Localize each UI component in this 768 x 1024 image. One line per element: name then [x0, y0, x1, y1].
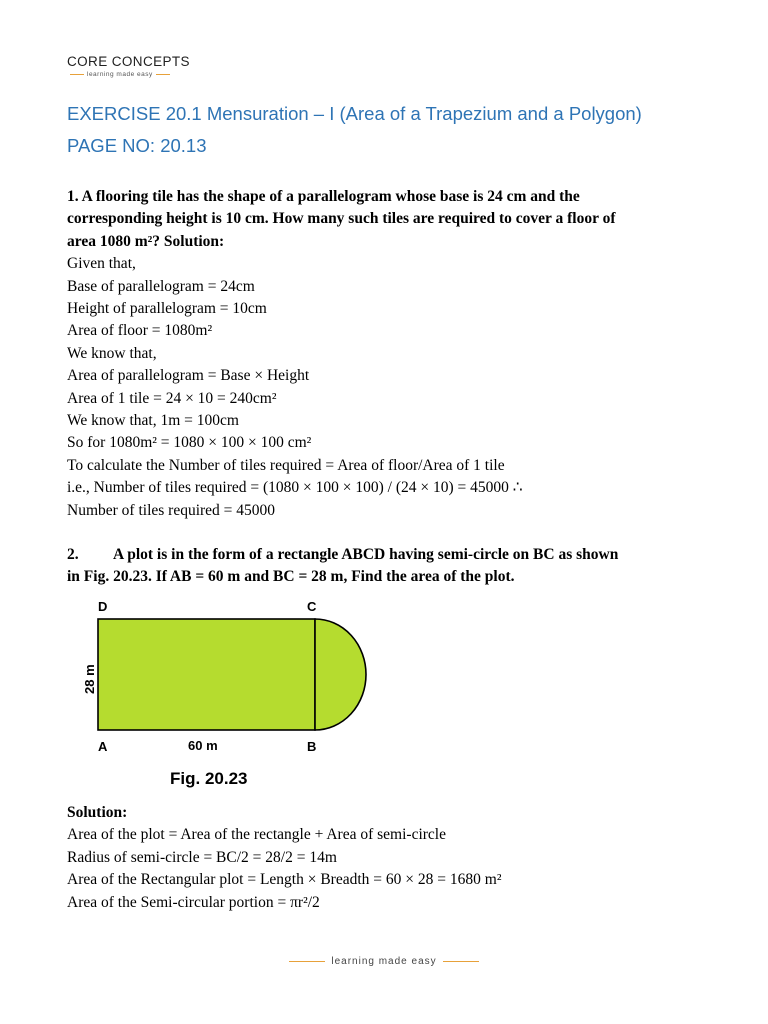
footer-tagline: learning made easy [331, 956, 437, 967]
q2-solution-line: Area of the Rectangular plot = Length × Breadth = 60 × 28 = 1680 m² [67, 871, 502, 889]
q1-solution-line: i.e., Number of tiles required = (1080 × 100 × 100) / (24 × 10) = 45000 ∴ [67, 479, 523, 497]
page-footer [0, 956, 768, 967]
semicircle-bc [315, 619, 366, 730]
q1-solution-line: Area of 1 tile = 24 × 10 = 240cm² [67, 389, 277, 407]
footer-rule-right [443, 961, 479, 962]
question-1-line-3: area 1080 m²? Solution: [67, 232, 225, 250]
q1-solution-line: Base of parallelogram = 24cm [67, 277, 255, 295]
page-number-heading: PAGE NO: 20.13 [67, 135, 207, 156]
solution-title: Solution: [67, 804, 128, 821]
vertex-label-a: A [98, 739, 108, 754]
vertex-label-c: C [307, 599, 317, 614]
side-length-label: 28 m [82, 664, 97, 694]
question-2 [67, 544, 707, 589]
brand-logo [67, 54, 197, 78]
q1-solution-line: Given that, [67, 255, 136, 273]
question-2-number: 2. [67, 546, 79, 563]
question-2-line-1 [67, 544, 707, 566]
q1-solution-line: To calculate the Number of tiles required = Area of floor/Area of 1 tile [67, 456, 505, 474]
logo-tagline-row [67, 71, 197, 78]
question-2-text-1: A plot is in the form of a rectangle ABCD having semi-circle on BC as shown [113, 546, 619, 563]
logo-rule-right [156, 74, 170, 75]
question-2-solution [67, 802, 707, 914]
figure-caption: Fig. 20.23 [170, 769, 248, 788]
exercise-heading: EXERCISE 20.1 Mensuration – I (Area of a Trapezium and a Polygon) [67, 103, 642, 124]
question-1-line-1: 1. A flooring tile has the shape of a parallelogram whose base is 24 cm and the [67, 188, 580, 205]
logo-tagline: learning made easy [87, 71, 153, 78]
q2-solution-line: Area of the plot = Area of the rectangle + Area of semi-circle [67, 826, 446, 844]
logo-title: CORE CONCEPTS [67, 54, 190, 69]
question-1-line-2: corresponding height is 10 cm. How many such tiles are required to cover a floor of [67, 210, 616, 228]
question-1 [67, 186, 707, 522]
q1-solution-line: So for 1080m² = 1080 × 100 × 100 cm² [67, 434, 312, 452]
vertex-label-d: D [98, 599, 108, 614]
q2-solution-line: Area of the Semi-circular portion = πr²/2 [67, 893, 320, 911]
figure-plot-diagram [67, 594, 387, 799]
logo-rule-left [70, 74, 84, 75]
q1-solution-line: Number of tiles required = 45000 [67, 501, 276, 519]
q2-solution-line: Radius of semi-circle = BC/2 = 28/2 = 14m [67, 848, 337, 866]
q1-solution-line: We know that, 1m = 100cm [67, 412, 239, 430]
footer-rule-left [289, 961, 325, 962]
base-length-label: 60 m [188, 738, 218, 753]
q1-solution-line: Area of parallelogram = Base × Height [67, 367, 310, 385]
q1-solution-line: We know that, [67, 344, 157, 362]
q1-solution-line: Height of parallelogram = 10cm [67, 300, 267, 318]
q1-solution-line: Area of floor = 1080m² [67, 322, 213, 340]
rectangle-abcd [98, 619, 315, 730]
vertex-label-b: B [307, 739, 317, 754]
question-2-line-2: in Fig. 20.23. If AB = 60 m and BC = 28 m, Find the area of the plot. [67, 568, 515, 586]
